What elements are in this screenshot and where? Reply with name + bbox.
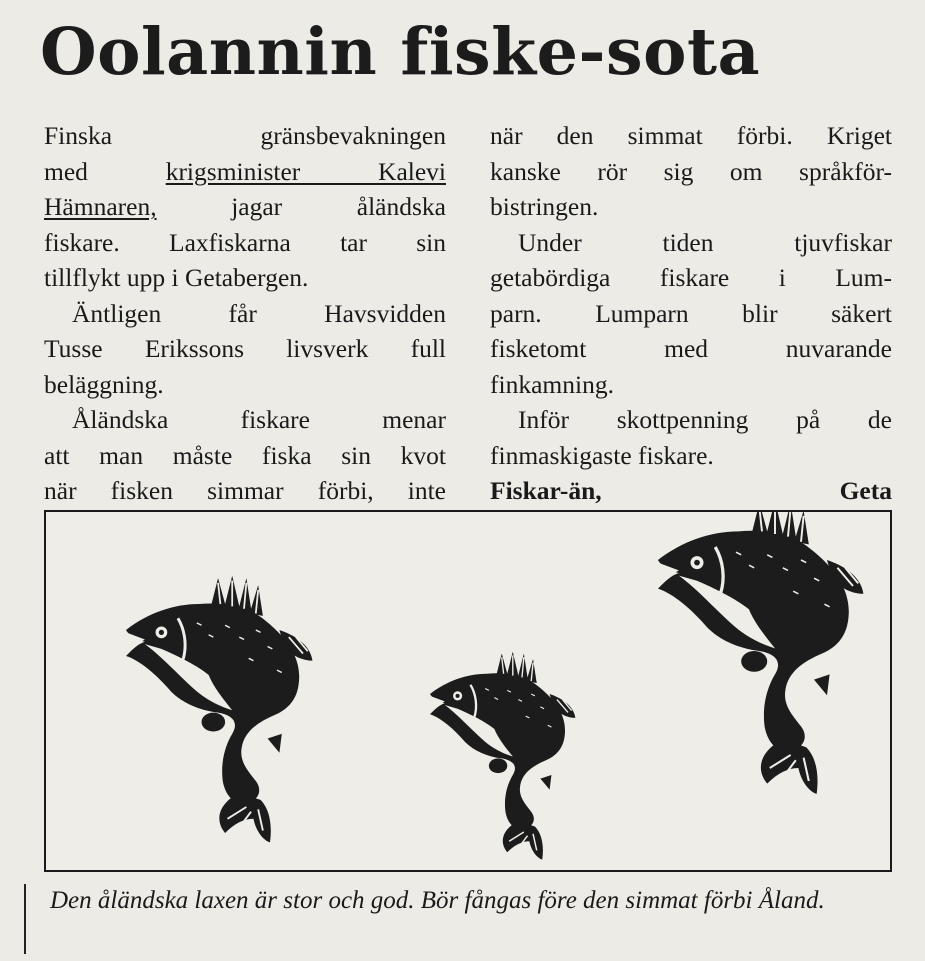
text-line: jagar åländska	[156, 192, 446, 221]
paragraph-3	[44, 402, 446, 509]
text-line: finmaskigaste fiskare.	[490, 440, 714, 470]
text-line: fiskare. Laxfiskarna tar sin	[44, 227, 446, 257]
text-line: getabördiga fiskare i Lum-	[490, 263, 892, 292]
text-line: bistringen.	[490, 192, 599, 221]
headline: Oolannin fiske-sota	[40, 14, 761, 90]
paragraph-5-end	[490, 438, 892, 474]
signature: Fiskar-än, Geta	[490, 476, 892, 505]
text-line: när fisken simmar förbi, inte	[44, 476, 446, 505]
text-line: fisketomt med nuvarande	[490, 334, 892, 363]
fish-illustration	[44, 510, 892, 872]
article-column-left	[44, 118, 446, 509]
paragraph-4-end	[490, 367, 892, 403]
underlined-name: krigsminister Kalevi	[165, 156, 447, 186]
text-line: kanske rör sig om språkför-	[490, 156, 892, 186]
text-line: med	[44, 156, 166, 186]
text-line: Äntligen får Havsvidden	[72, 298, 446, 328]
paragraph-2-end	[44, 367, 446, 403]
paragraph-3-cont	[490, 118, 892, 189]
text-line: tillflykt upp i Getabergen.	[44, 263, 309, 292]
paragraph-2	[44, 296, 446, 367]
margin-rule	[24, 884, 26, 954]
fish-icon	[430, 652, 575, 860]
text-line: Under tiden tjuvfiskar	[518, 227, 892, 257]
paragraph-4	[490, 225, 892, 367]
figure-caption: Den åländska laxen är stor och god. Bör fångas före den simmat förbi Åland.	[50, 887, 825, 914]
text-line: när den simmat förbi. Kriget	[490, 121, 892, 150]
fish-drawing	[46, 512, 894, 874]
paragraph-1-end	[44, 260, 446, 296]
paragraph-1	[44, 118, 446, 260]
paragraph-3-end	[490, 189, 892, 225]
fish-icon	[126, 576, 312, 843]
text-line: Inför skottpenning på de	[518, 405, 892, 434]
paragraph-5	[490, 402, 892, 438]
text-line: parn. Lumparn blir säkert	[490, 298, 892, 328]
article-column-right	[490, 118, 892, 509]
text-line: att man måste fiska sin kvot	[44, 440, 446, 470]
text-line: Åländska fiskare menar	[72, 405, 446, 434]
fish-icon	[658, 512, 863, 794]
text-line: Finska gränsbevakningen	[44, 121, 446, 150]
underlined-name: Hämnaren,	[44, 192, 157, 221]
text-line: Tusse Erikssons livsverk full	[44, 334, 446, 363]
text-line: beläggning.	[44, 369, 164, 399]
text-line: finkamning.	[490, 369, 614, 399]
